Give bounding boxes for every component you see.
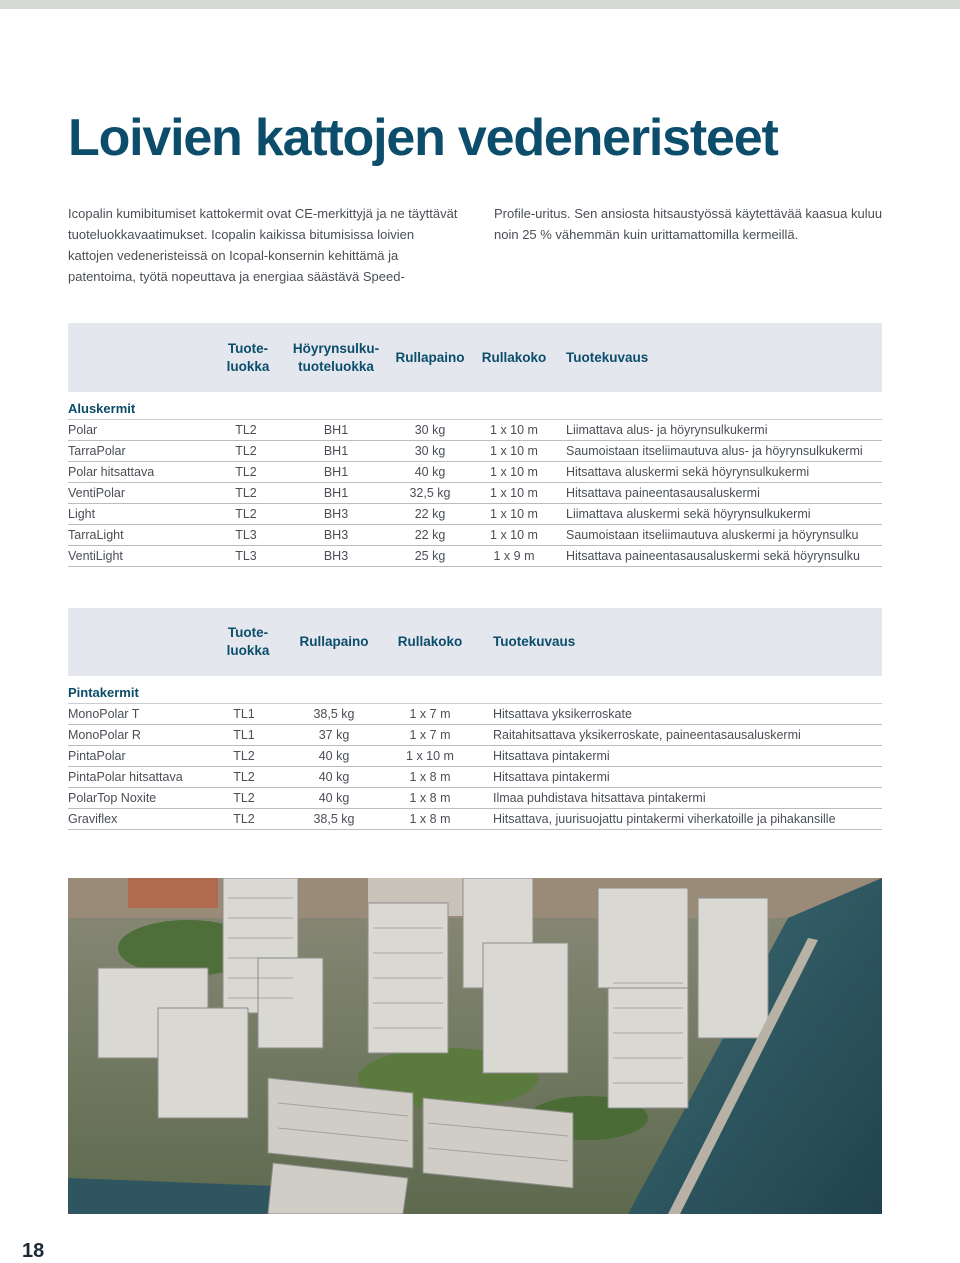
cell-name: TarraPolar	[68, 444, 126, 458]
cell-size: 1 x 9 m	[493, 549, 535, 563]
aerial-city-photo	[68, 878, 882, 1214]
cell-desc: Saumoistaan itseliimautuva alus- ja höyrynsulkukermi	[566, 444, 863, 458]
table-row	[68, 462, 882, 483]
cell-desc: Liimattava aluskermi sekä höyrynsulkukermi	[566, 507, 811, 521]
intro-column-2: Profile-uritus. Sen ansiosta hitsaustyössä käytettävää kaasua kuluu noin 25 % vähemmän kuin urittamattomilla kermeillä.	[494, 206, 883, 242]
cell-desc: Liimattava alus- ja höyrynsulkukermi	[566, 423, 768, 437]
cell-desc: Hitsattava pintakermi	[493, 749, 610, 763]
table-row	[68, 504, 882, 525]
intro-column-1: Icopalin kumibitumiset kattokermit ovat CE-merkittyjä ja ne täyttävät tuoteluokkavaatimukset. Icopalin kaikissa bitumisissa loivien kattojen vedeneristeissä on Icopal-konsernin kehittämä ja patentoima, työtä nopeuttava ja energiaa säästävä Speed-	[68, 206, 458, 284]
header-hoyrynsulkutuoteluokka: Höyrynsulku- tuoteluokka	[292, 340, 380, 374]
cell-name: Light	[68, 507, 96, 521]
cell-weight: 40 kg	[318, 749, 350, 763]
cell-name: Polar hitsattava	[68, 465, 155, 479]
page-title: Loivien kattojen vedeneristeet	[68, 109, 778, 167]
cell-name: MonoPolar T	[68, 707, 140, 721]
cell-weight: 40 kg	[414, 465, 446, 479]
cell-desc: Hitsattava yksikerroskate	[493, 707, 632, 721]
cell-weight: 37 kg	[318, 728, 350, 742]
table-header	[68, 608, 882, 676]
cell-bh: BH3	[323, 528, 349, 542]
cell-class: TL3	[235, 528, 257, 542]
aluskermit-table	[68, 323, 882, 567]
cell-bh: BH3	[323, 507, 349, 521]
cell-class: TL2	[235, 423, 257, 437]
header-rullapaino: Rullapaino	[395, 349, 465, 365]
cell-weight: 30 kg	[414, 423, 446, 437]
pintakermit-table	[68, 608, 882, 830]
cell-weight: 25 kg	[414, 549, 446, 563]
top-bar	[0, 0, 960, 9]
cell-bh: BH1	[323, 465, 349, 479]
cell-weight: 38,5 kg	[313, 707, 355, 721]
cell-name: PolarTop Noxite	[68, 791, 157, 805]
cell-class: TL2	[235, 486, 257, 500]
cell-class: TL2	[233, 770, 255, 784]
table-row	[68, 809, 882, 830]
cell-size: 1 x 7 m	[409, 728, 451, 742]
header-tuoteluokka: Tuote- luokka	[226, 340, 270, 374]
cell-class: TL2	[233, 812, 255, 826]
cell-class: TL3	[235, 549, 257, 563]
header-tuotekuvaus: Tuotekuvaus	[493, 634, 576, 649]
table-row	[68, 788, 882, 809]
cell-name: PintaPolar	[68, 749, 126, 763]
header-rullakoko: Rullakoko	[397, 634, 463, 649]
cell-class: TL2	[233, 749, 255, 763]
header-rullapaino: Rullapaino	[299, 634, 369, 649]
cell-size: 1 x 10 m	[490, 444, 538, 458]
city-illustration	[68, 878, 882, 1214]
table-row	[68, 725, 882, 746]
cell-desc: Saumoistaan itseliimautuva aluskermi ja höyrynsulku	[566, 528, 859, 542]
cell-size: 1 x 8 m	[409, 812, 451, 826]
cell-name: VentiLight	[68, 549, 123, 563]
table-row	[68, 420, 882, 441]
table-header	[68, 323, 882, 392]
header-rullakoko: Rullakoko	[481, 349, 547, 365]
table-row	[68, 441, 882, 462]
cell-desc: Hitsattava, juurisuojattu pintakermi viherkatoille ja pihakansille	[493, 812, 836, 826]
cell-weight: 30 kg	[414, 444, 446, 458]
page-number: 18	[22, 1240, 45, 1262]
cell-bh: BH1	[323, 486, 349, 500]
section-label: Pintakermit	[68, 676, 882, 704]
cell-name: TarraLight	[68, 528, 124, 542]
cell-size: 1 x 10 m	[406, 749, 454, 763]
cell-name: Polar	[68, 423, 98, 437]
cell-class: TL2	[235, 507, 257, 521]
cell-size: 1 x 7 m	[409, 707, 451, 721]
cell-size: 1 x 10 m	[490, 507, 538, 521]
cell-name: PintaPolar hitsattava	[68, 770, 183, 784]
cell-name: VentiPolar	[68, 486, 125, 500]
table-body	[68, 420, 882, 567]
cell-desc: Raitahitsattava yksikerroskate, paineentasausaluskermi	[493, 728, 801, 742]
cell-size: 1 x 10 m	[490, 528, 538, 542]
cell-desc: Hitsattava paineentasausaluskermi sekä höyrynsulku	[566, 549, 860, 563]
cell-weight: 40 kg	[318, 791, 350, 805]
cell-weight: 22 kg	[414, 528, 446, 542]
cell-desc: Hitsattava pintakermi	[493, 770, 610, 784]
cell-name: Graviflex	[68, 812, 118, 826]
table-row	[68, 767, 882, 788]
cell-size: 1 x 10 m	[490, 486, 538, 500]
cell-bh: BH1	[323, 444, 349, 458]
header-tuotekuvaus: Tuotekuvaus	[566, 349, 649, 365]
header-tuoteluokka: Tuote- luokka	[226, 625, 270, 658]
table-row	[68, 483, 882, 504]
table-row	[68, 704, 882, 725]
cell-bh: BH3	[323, 549, 349, 563]
cell-class: TL2	[235, 465, 257, 479]
cell-bh: BH1	[323, 423, 349, 437]
cell-name: MonoPolar R	[68, 728, 141, 742]
table-row	[68, 746, 882, 767]
cell-class: TL2	[233, 791, 255, 805]
cell-size: 1 x 10 m	[490, 423, 538, 437]
cell-class: TL1	[233, 707, 255, 721]
cell-weight: 40 kg	[318, 770, 350, 784]
cell-size: 1 x 8 m	[409, 770, 451, 784]
cell-weight: 32,5 kg	[409, 486, 451, 500]
table-row	[68, 525, 882, 546]
cell-weight: 38,5 kg	[313, 812, 355, 826]
cell-desc: Ilmaa puhdistava hitsattava pintakermi	[493, 791, 706, 805]
cell-class: TL2	[235, 444, 257, 458]
cell-class: TL1	[233, 728, 255, 742]
cell-desc: Hitsattava aluskermi sekä höyrynsulkukermi	[566, 465, 810, 479]
cell-desc: Hitsattava paineentasausaluskermi	[566, 486, 760, 500]
cell-weight: 22 kg	[414, 507, 446, 521]
table-body	[68, 704, 882, 830]
cell-size: 1 x 10 m	[490, 465, 538, 479]
cell-size: 1 x 8 m	[409, 791, 451, 805]
table-row	[68, 546, 882, 567]
section-label: Aluskermit	[68, 392, 882, 420]
